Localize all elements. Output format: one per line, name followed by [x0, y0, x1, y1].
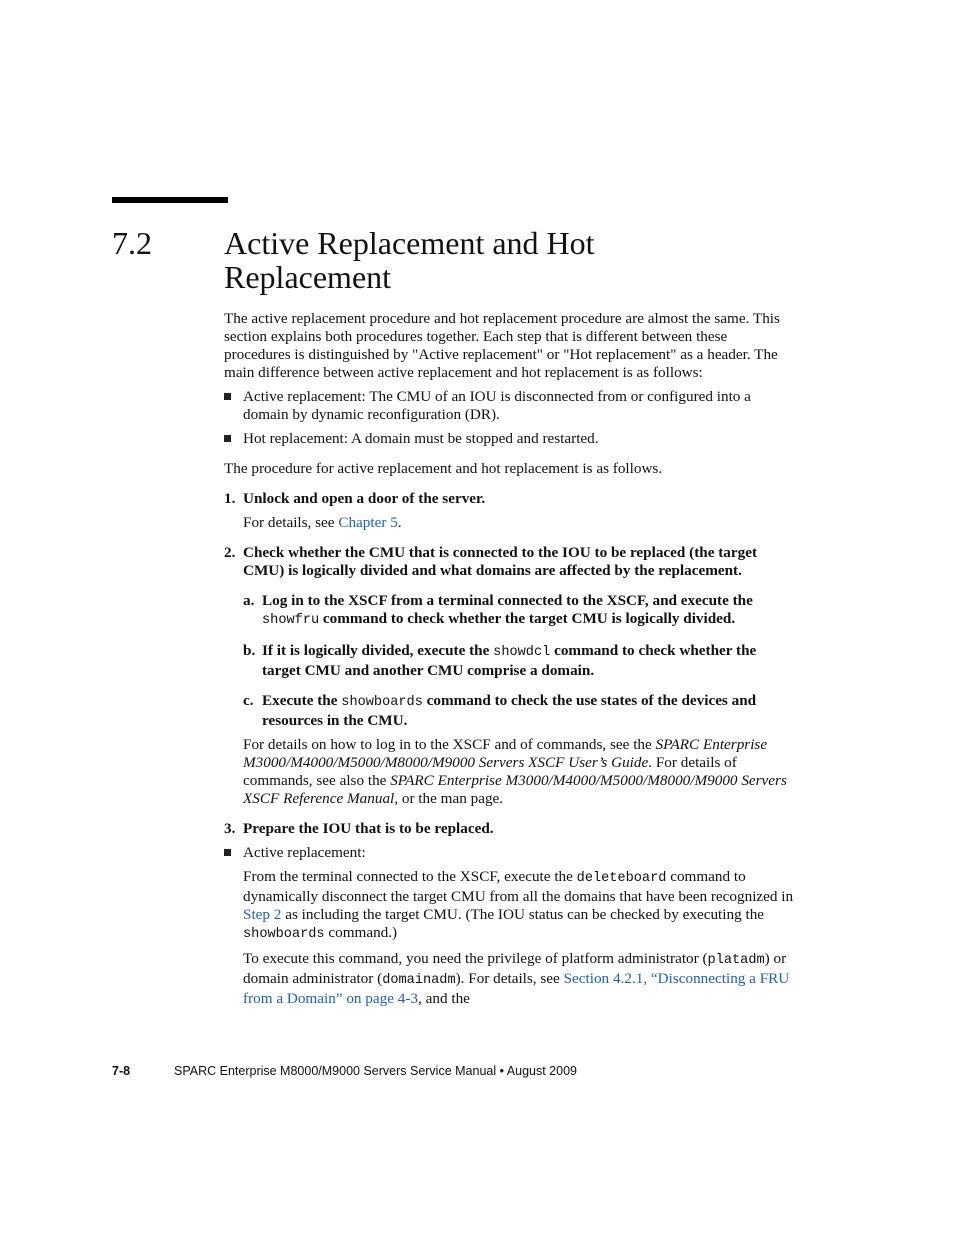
command-showdcl: showdcl [493, 645, 551, 660]
square-bullet-icon [224, 849, 231, 856]
step-3-paragraph-2: To execute this command, you need the privilege of platform administrator (platadm) or domain administrator (domainadm). For details, see Section 4.2.1, “Disconnecting a FRU from a Domain” on page 4-3, and the [243, 950, 790, 1007]
publication-date: August 2009 [506, 1064, 577, 1078]
square-bullet-icon [224, 435, 231, 442]
step-2b: b. If it is logically divided, execute the showdcl command to check whether the target CMU and another CMU comprise a domain. [243, 642, 757, 679]
step-2-details: For details on how to log in to the XSCF and of commands, see the SPARC Enterprise M3000/M4000/M5000/M8000/M9000 Servers XSCF User’s Guide. For details of commands, see also the SPARC Enterprise M3000/M4000/M5000/M8000/M9000 Servers XSCF Reference Manual, or the man page. [243, 736, 787, 807]
step-3-paragraph-1: From the terminal connected to the XSCF, execute the deleteboard command to dynamically disconnect the target CMU from all the domains that have been recognized in Step 2 as including the target CMU. (The IOU status can be checked by executing the showboards command.) [243, 868, 794, 942]
step-1-detail: For details, see Chapter 5. [243, 514, 402, 531]
bullet-item: Active replacement: The CMU of an IOU is disconnected from or configured into a domain by dynamic reconfiguration (DR). [224, 388, 794, 424]
page-footer: 7-8 SPARC Enterprise M8000/M9000 Servers Service Manual • August 2009 [112, 1064, 577, 1078]
section-body [224, 310, 794, 1008]
xscf-users-guide-title: SPARC Enterprise M3000/M4000/M5000/M8000/M9000 Servers XSCF User’s Guide [243, 736, 768, 771]
section-title [224, 226, 824, 294]
command-showfru: showfru [262, 613, 320, 628]
step-2c: c. Execute the showboards command to check the use states of the devices and resources in the CMU. [243, 692, 757, 729]
section-number: 7.2 [112, 225, 152, 261]
intro-paragraph: The active replacement procedure and hot replacement procedure are almost the same. This section explains both procedures together. Each step that is different between these procedures is distinguished by "Active replacement" or "Hot replacement" as a header. The main difference between active replacement and hot replacement is as follows: [224, 310, 780, 381]
section-rule [112, 197, 228, 203]
role-domainadm: domainadm [382, 973, 456, 988]
step-2-link[interactable]: Step 2 [243, 906, 282, 923]
step-3: 3. Prepare the IOU that is to be replaced. [224, 820, 494, 837]
section-title-line2: Replacement [224, 259, 392, 295]
step-1: 1. Unlock and open a door of the server. [224, 490, 486, 507]
bullet-item: Hot replacement: A domain must be stopped and restarted. [224, 430, 794, 448]
role-platadm: platadm [707, 953, 765, 968]
command-deleteboard: deleteboard [576, 871, 667, 886]
step-2a: a. Log in to the XSCF from a terminal connected to the XSCF, and execute the showfru command to check whether the target CMU is logically divided. [243, 592, 753, 628]
bullet-item-active-replacement: Active replacement: [224, 844, 794, 862]
procedure-intro: The procedure for active replacement and hot replacement is as follows. [224, 460, 663, 477]
command-showboards: showboards [243, 927, 325, 942]
command-showboards: showboards [341, 695, 423, 710]
section-title-line1: Active Replacement and Hot [224, 225, 595, 261]
page-number: 7-8 [112, 1064, 131, 1078]
step-2: 2. Check whether the CMU that is connected to the IOU to be replaced (the target CMU) is logically divided and what domains are affected by the replacement. [224, 544, 758, 579]
xscf-reference-manual-title: SPARC Enterprise M3000/M4000/M5000/M8000/M9000 Servers XSCF Reference Manual [243, 772, 787, 807]
section-4-2-1-link[interactable]: Section 4.2.1, “Disconnecting a FRU from a Domain” on page 4-3 [243, 970, 790, 1007]
chapter-5-link[interactable]: Chapter 5 [338, 514, 398, 531]
square-bullet-icon [224, 393, 231, 400]
manual-title: SPARC Enterprise M8000/M9000 Servers Service Manual [174, 1064, 497, 1078]
